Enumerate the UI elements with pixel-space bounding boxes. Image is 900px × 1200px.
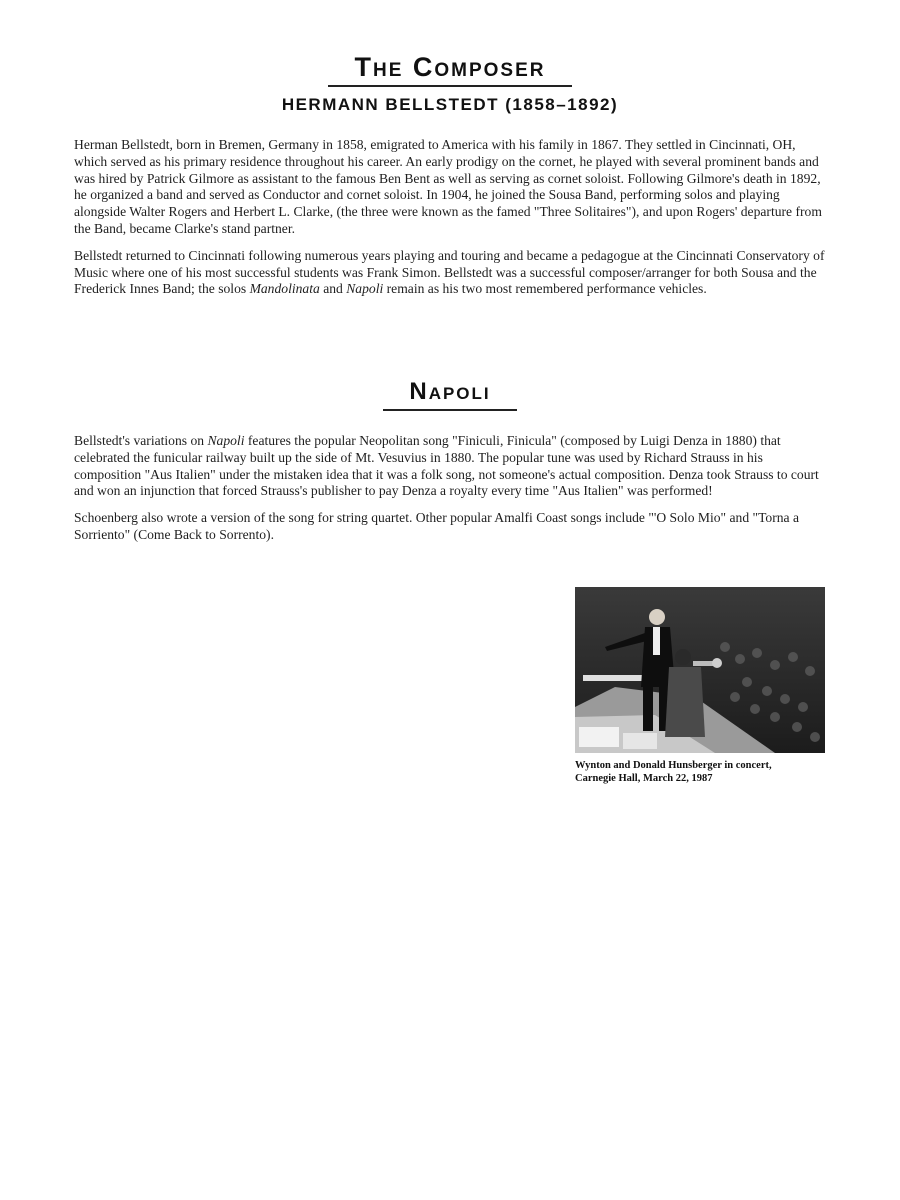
napoli-paragraph-2: Schoenberg also wrote a version of the song for string quartet. Other popular Amalfi Coast songs include "'O Solo Mio" and "Torna a Sorriento" (Come Back to Sorrento). (74, 510, 800, 542)
napoli-p1-text-a: Bellstedt's variations on (74, 433, 208, 448)
concert-photo (575, 587, 825, 753)
composer-subtitle: HERMANN BELLSTEDT (1858–1892) (281, 95, 619, 114)
title-mandolinata: Mandolinata (249, 281, 320, 297)
composer-paragraph-2 (74, 248, 826, 298)
composer-section-title: The Composer (328, 54, 571, 87)
composer-p2-text-a: Bellstedt returned to Cincinnati following numerous years playing and touring and became a pedagogue at the Cincinnati Conservatory of Music where one of his most successful students was Frank Simon. Bellstedt was a successful composer/arranger for both Sousa and the Frederick Innes Band; the solos (74, 247, 825, 297)
composer-p2-text-b: and (319, 281, 347, 297)
composer-paragraph-1: Herman Bellstedt, born in Bremen, Germany in 1858, emigrated to America with his family in 1867. They settled in Cincinnati, OH, which served as his primary residence throughout his career. An early prodigy on the cornet, he played with several prominent bands and was hired by Patrick Gilmore as assistant to the famous Ben Bent as well as serving as cornet soloist. Following Gilmore's death in 1892, he organized a band and served as Conductor and cornet soloist. In 1904, he joined the Sousa Band, performing solos and playing alongside Walter Rogers and Herbert L. Clarke, (the three were known as the famed "Three Solitaires"), and upon Rogers' departure from the Band, became Clarke's stand partner. (74, 137, 822, 236)
title-napoli-inline: Napoli (207, 433, 245, 448)
title-napoli: Napoli (346, 281, 384, 297)
composer-p2-text-c: remain as his two most remembered performance vehicles. (383, 281, 707, 297)
napoli-heading-block (0, 380, 900, 411)
photo-caption: Wynton and Donald Hunsberger in concert, Carnegie Hall, March 22, 1987 (575, 760, 772, 784)
napoli-paragraph-1 (74, 433, 826, 500)
composer-heading-block (0, 54, 900, 115)
composer-body (74, 137, 826, 308)
napoli-p1-text-b: features the popular Neopolitan song "Finiculi, Finicula" (composed by Luigi Denza in 1880) that celebrated the funicular railway built up the side of Mt. Vesuvius in 1880. The popular tune was used by Richard Strauss in his composition "Aus Italien" under the mistaken idea that it was a folk song, not someone's actual composition. Denza took Strauss to court and won an injunction that forced Strauss's publisher to pay Denza a royalty every time "Aus Italien" was performed! (74, 433, 819, 499)
napoli-section-title: Napoli (383, 380, 516, 411)
concert-photo-figure (575, 587, 825, 785)
napoli-body (74, 433, 826, 554)
